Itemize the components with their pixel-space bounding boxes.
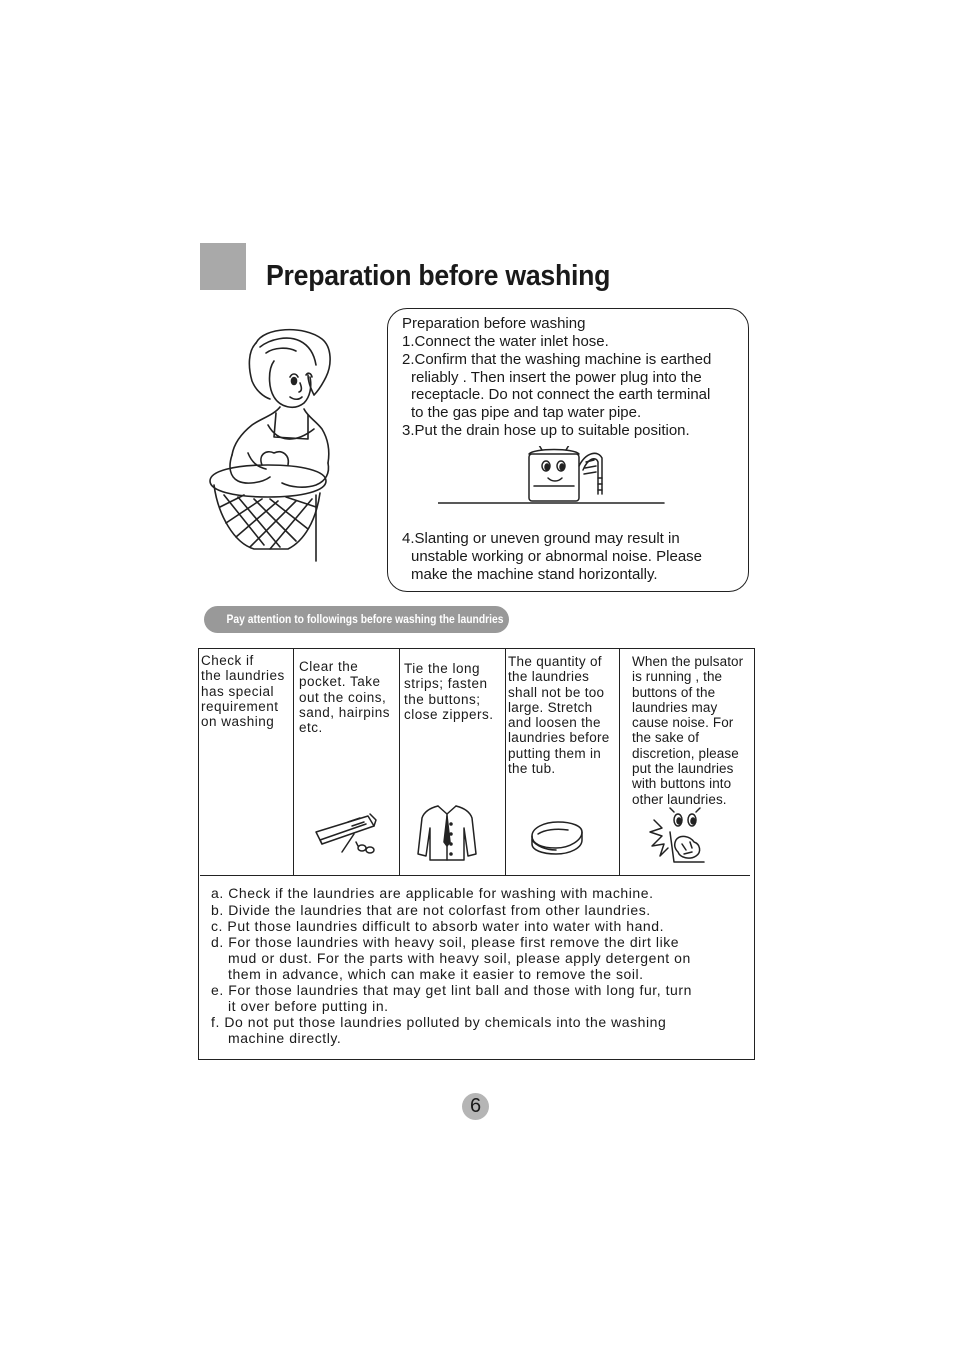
column-line: buttons of the	[632, 684, 716, 700]
column-line: other laundries.	[632, 791, 727, 807]
column-line: strips; fasten	[404, 676, 488, 692]
prep-heading: Preparation before washing	[402, 315, 586, 332]
column-line: sand, hairpins	[299, 704, 391, 720]
column-line: is running , the	[632, 669, 723, 685]
woman-with-laundry-basket-icon	[204, 325, 334, 565]
column-line: the laundries	[201, 668, 285, 684]
column-line: shall not be too	[508, 684, 605, 700]
prep-step-4-line-3: make the machine stand horizontally.	[411, 566, 658, 583]
column-line: has special	[201, 683, 275, 699]
pulsator-noise-icon	[646, 806, 708, 868]
attention-label: Pay attention to followings before washing the laundries	[226, 612, 504, 626]
column-line: etc.	[299, 720, 323, 736]
column-line: cause noise. For	[632, 715, 734, 731]
pocket-items-icon	[312, 812, 382, 862]
column-line: on washing	[201, 714, 275, 730]
note-line: machine directly.	[228, 1030, 342, 1046]
column-tie-strips	[404, 661, 504, 722]
column-line: discretion, please	[632, 745, 739, 761]
title-square	[200, 243, 246, 290]
column-line: putting them in	[508, 745, 602, 761]
column-line: close zippers.	[404, 706, 494, 722]
prep-step-4-line-1: 4.Slanting or uneven ground may result in	[402, 530, 680, 547]
note-line: a. Check if the laundries are applicable for washing with machine.	[211, 885, 654, 901]
prep-step-2-line-3: receptacle. Do not connect the earth terminal	[411, 386, 711, 403]
shirt-icon	[416, 802, 478, 862]
column-line: Clear the	[299, 659, 359, 674]
column-line: the buttons;	[404, 691, 481, 707]
column-line: the sake of	[632, 730, 700, 746]
column-line: with buttons into	[632, 776, 732, 792]
column-line: laundries before	[508, 730, 610, 746]
note-line: c. Put those laundries difficult to absorb water into water with hand.	[211, 918, 665, 934]
column-divider	[399, 648, 400, 876]
row-divider	[200, 875, 750, 876]
column-line: and loosen the	[508, 715, 601, 731]
prep-step-4-line-2: unstable working or abnormal noise. Please	[411, 548, 702, 565]
column-line: large. Stretch	[508, 699, 593, 715]
note-line: them in advance, which can make it easier to remove the soil.	[228, 966, 644, 982]
page-number: 6	[462, 1093, 489, 1120]
column-line: Tie the long	[404, 661, 481, 676]
column-divider	[293, 648, 294, 876]
column-line: out the coins,	[299, 689, 387, 705]
column-special-requirement	[201, 653, 293, 729]
note-line: it over before putting in.	[228, 998, 389, 1014]
page-title: Preparation before washing	[266, 260, 611, 292]
column-line: pocket. Take	[299, 674, 381, 690]
column-line: put the laundries	[632, 761, 734, 777]
prep-step-2-line-1: 2.Confirm that the washing machine is earthed	[402, 351, 712, 368]
note-line: mud or dust. For the parts with heavy soil, please apply detergent on	[228, 950, 691, 966]
column-divider	[505, 648, 506, 876]
note-line: b. Divide the laundries that are not colorfast from other laundries.	[211, 902, 651, 918]
prep-step-1: 1.Connect the water inlet hose.	[402, 333, 609, 350]
column-quantity	[508, 654, 620, 776]
column-line: When the pulsator	[632, 654, 744, 669]
column-pulsator-noise	[632, 654, 754, 807]
column-clear-pocket	[299, 659, 399, 735]
washing-machine-icon	[438, 446, 668, 508]
note-line: d. For those laundries with heavy soil, please first remove the dirt like	[211, 934, 680, 950]
column-line: Check if	[201, 653, 254, 668]
folded-laundry-icon	[526, 818, 588, 858]
prep-step-2-line-4: to the gas pipe and tap water pipe.	[411, 404, 642, 421]
prep-step-3: 3.Put the drain hose up to suitable position.	[402, 422, 690, 439]
column-line: requirement	[201, 698, 279, 714]
note-line: f. Do not put those laundries polluted by chemicals into the washing	[211, 1014, 667, 1030]
attention-banner	[204, 606, 509, 633]
note-line: e. For those laundries that may get lint ball and those with long fur, turn	[211, 982, 692, 998]
column-line: the laundries	[508, 669, 590, 685]
column-line: laundries may	[632, 699, 718, 715]
prep-step-2-line-2: reliably . Then insert the power plug into the	[411, 369, 702, 386]
column-line: the tub.	[508, 761, 556, 777]
column-line: The quantity of	[508, 654, 602, 669]
